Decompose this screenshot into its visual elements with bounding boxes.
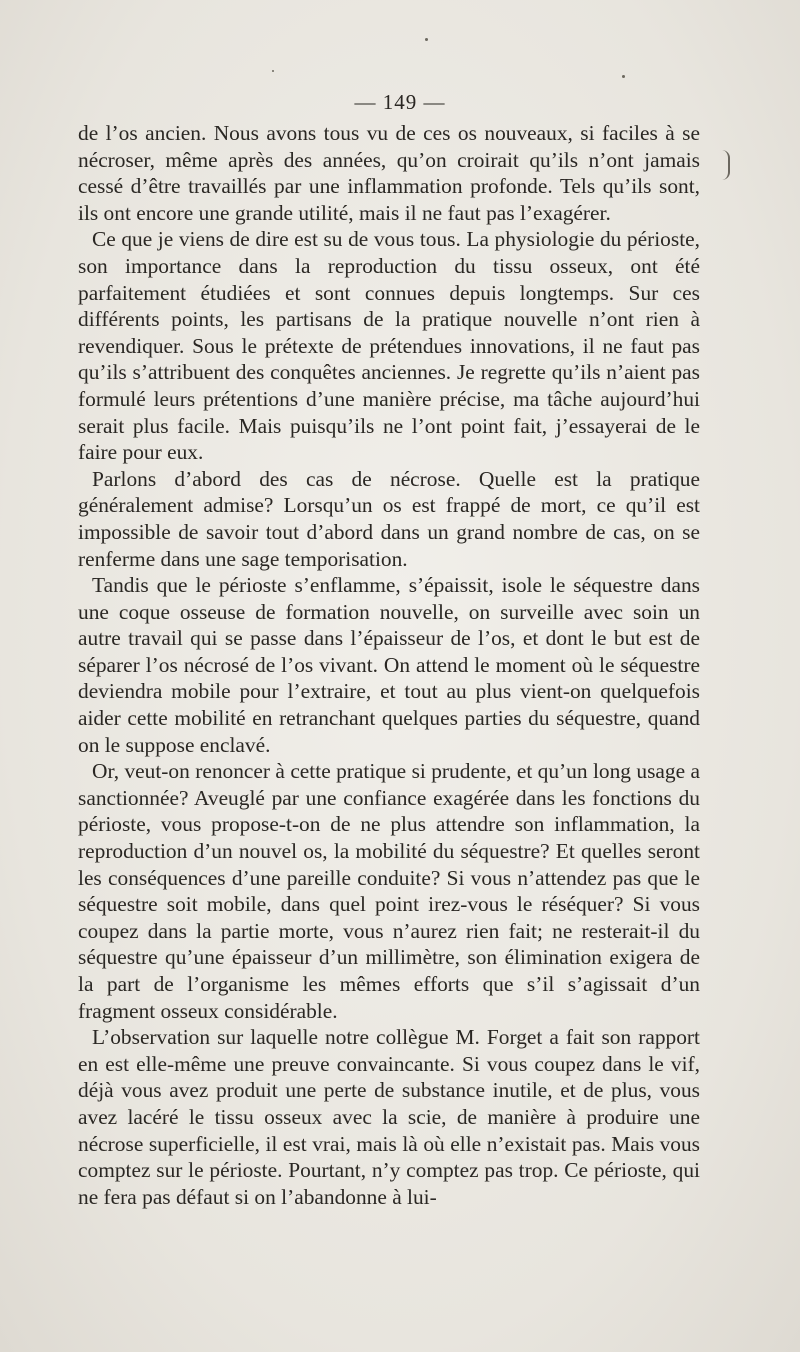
paragraph: de l’os ancien. Nous avons tous vu de ces os nouveaux, si faciles à se nécroser, même après des années, qu’on croirait qu’ils n’ont jamais cessé d’être travaillés par une inflammation profonde. Tels qu’ils sont, ils ont encore une grande utilité, mais il ne faut pas l’exagérer. bbox=[78, 121, 700, 225]
body-text bbox=[78, 120, 700, 1210]
paragraph: Ce que je viens de dire est su de vous tous. La physiologie du périoste, son importance dans la reproduction du tissu osseux, ont été parfaitement étudiées et sont connues depuis longtemps. Sur ces différents points, les partisans de la pratique nouvelle n’ont rien à revendiquer. Sous le prétexte de prétendues innovations, il ne faut pas qu’ils s’attribuent des conquêtes anciennes. Je regrette qu’ils n’aient pas formulé leurs prétentions d’une manière précise, ma tâche aujourd’hui serait plus facile. Mais puisqu’ils ne l’ont point fait, j’essayerai de le faire pour eux. bbox=[78, 227, 700, 465]
ink-speck bbox=[622, 75, 625, 78]
paragraph: Or, veut-on renoncer à cette pratique si prudente, et qu’un long usage a sanctionnée? Aveuglé par une confiance exagérée dans les fonctions du périoste, vous propose-t-on de ne plus attendre son inflammation, la reproduction d’un nouvel os, la mobilité du séquestre? Et quelles seront les conséquences d’une pareille conduite? Si vous n’attendez pas que le séquestre soit mobile, dans quel point irez-vous le réséquer? Si vous coupez dans la partie morte, vous n’aurez rien fait; ne resterait-il du séquestre qu’une épaisseur d’un millimètre, son élimination exigera de la part de l’organisme les mêmes efforts que s’il s’agissait d’un fragment osseux considérable. bbox=[78, 759, 700, 1023]
ink-speck bbox=[425, 38, 428, 41]
paragraph: Parlons d’abord des cas de nécrose. Quelle est la pratique généralement admise? Lorsqu’un os est frappé de mort, ce qu’il est impossible de savoir tout d’abord dans un grand nombre de cas, on se renferme dans une sage temporisation. bbox=[78, 466, 700, 571]
page-number: — 149 — bbox=[354, 90, 446, 114]
paragraph: Tandis que le périoste s’enflamme, s’épaissit, isole le séquestre dans une coque osseuse de formation nouvelle, on surveille avec soin un autre travail qui se passe dans l’épaisseur de l’os, et dont le but est de séparer l’os nécrosé de l’os vivant. On attend le moment où le séquestre deviendra mobile pour l’extraire, et tout au plus vient-on quelquefois aider cette mobilité en retranchant quelques parties du séquestre, quand on le suppose enclavé. bbox=[78, 573, 700, 757]
ink-speck bbox=[272, 70, 274, 72]
paragraph: L’observation sur laquelle notre collègue M. Forget a fait son rapport en est elle-même une preuve convaincante. Si vous coupez dans le vif, déjà vous avez produit une perte de substance inutile, et de plus, vous avez lacéré le tissu osseux avec la scie, de manière à produire une nécrose superficielle, il est vrai, mais là où elle n’existait pas. Mais vous comptez sur le périoste. Pourtant, n’y comptez pas trop. Ce périoste, qui ne fera pas défaut si on l’abandonne à lui- bbox=[78, 1025, 700, 1209]
margin-bracket-mark bbox=[720, 150, 730, 180]
